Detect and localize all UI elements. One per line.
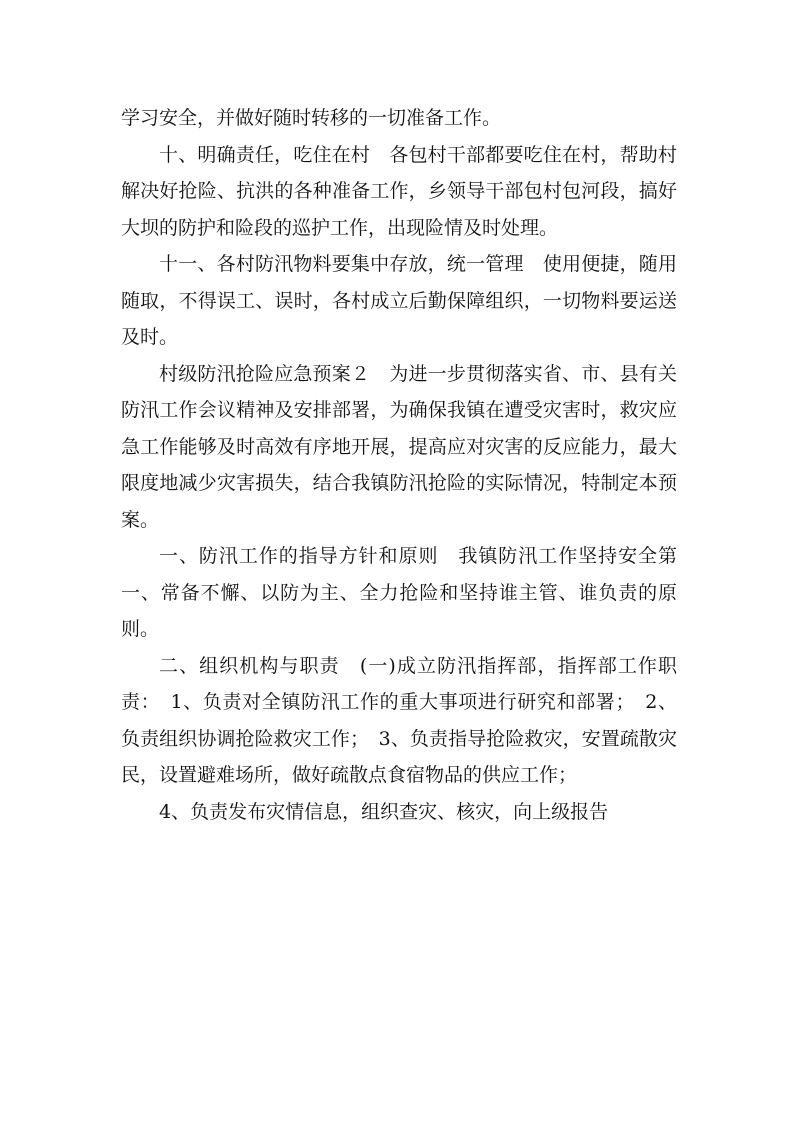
paragraph-item-4: 4、负责发布灾情信息，组织查灾、核灾，向上级报告 bbox=[159, 800, 609, 823]
paragraph-continuation: 学习安全，并做好随时转移的一切准备工作。 bbox=[121, 107, 502, 129]
paragraph-clause-11: 十一、各村防汛物料要集中存放，统一管理 使用便捷，随用随取，不得误工、误时，各村成立后勤保障组织，一切物料要运送及时。 bbox=[121, 253, 677, 348]
paragraph-plan-2-intro: 村级防汛抢险应急预案２ 为进一步贯彻落实省、市、县有关防汛工作会议精神及安排部署，为确保我镇在遭受灾害时，救灾应急工作能够及时高效有序地开展，提高应对灾害的反应能力，最大限度地减少灾害损失，结合我镇防汛抢险的实际情况，特制定本预案。 bbox=[121, 362, 677, 531]
paragraph-section-2: 二、组织机构与职责 (一)成立防汛指挥部，指挥部工作职责： 1、负责对全镇防汛工作的重大事项进行研究和部署； 2、负责组织协调抢险救灾工作； 3、负责指导抢险救灾，安置疏散灾民，设置避难场所，做好疏散点食宿物品的供应工作； bbox=[121, 654, 677, 786]
paragraph-clause-10: 十、明确责任，吃住在村 各包村干部都要吃住在村，帮助村解决好抢险、抗洪的各种准备工作，乡领导干部包村包河段，搞好大坝的防护和险段的巡护工作，出现险情及时处理。 bbox=[121, 143, 677, 239]
document-body bbox=[121, 100, 677, 830]
paragraph-section-1: 一、防汛工作的指导方针和原则 我镇防汛工作坚持安全第一、常备不懈、以防为主、全力抢险和坚持谁主管、谁负责的原则。 bbox=[121, 545, 677, 640]
